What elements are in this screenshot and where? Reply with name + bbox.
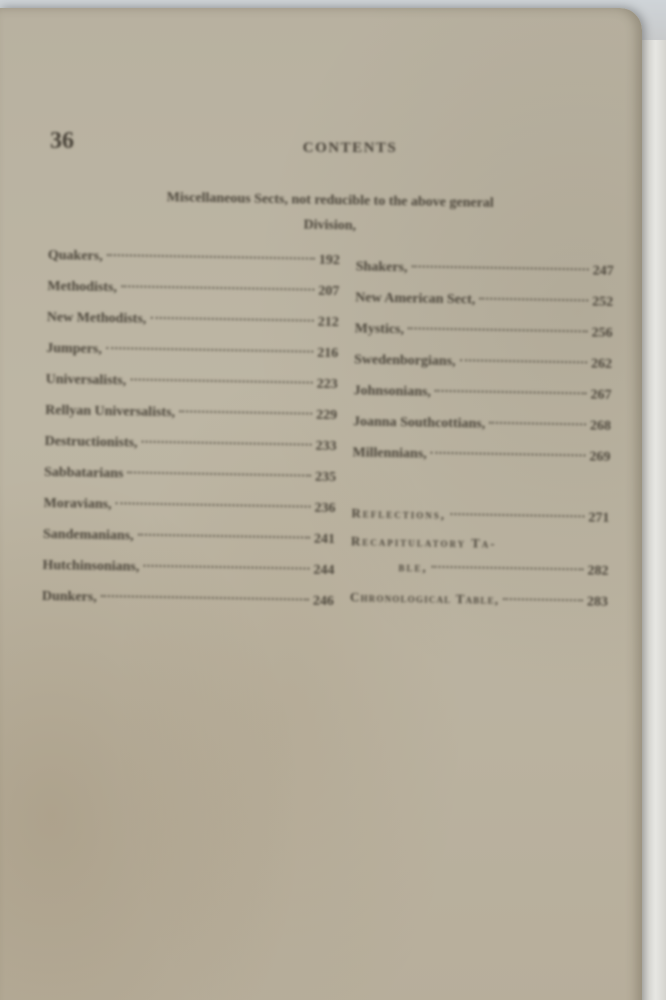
contents-entry — [351, 533, 609, 557]
contents-entry — [351, 505, 609, 529]
entry-title: Chronological Table, — [349, 589, 500, 607]
contents-entry — [48, 248, 340, 273]
contents-entry — [43, 496, 335, 521]
section-heading — [50, 183, 611, 243]
entry-page: 212 — [317, 314, 339, 331]
entry-title: Recapitulatory Ta- — [350, 533, 497, 551]
contents-entry — [354, 321, 612, 345]
contents-entry — [47, 310, 339, 335]
leader-dots — [432, 566, 584, 571]
entry-title: Quakers, — [47, 248, 103, 264]
leader-dots — [411, 265, 588, 270]
contents-entry — [45, 372, 337, 397]
contents-entry — [42, 558, 334, 583]
entry-title: Reflections, — [351, 505, 447, 522]
entry-title: Moravians, — [43, 495, 112, 513]
leader-dots — [489, 422, 586, 426]
leader-dots — [150, 317, 313, 322]
leader-dots — [479, 298, 588, 302]
contents-entry — [353, 383, 611, 407]
entry-page: 241 — [313, 531, 336, 548]
contents-entry — [47, 279, 339, 304]
leader-dots — [179, 410, 312, 414]
contents-entry — [355, 259, 613, 283]
contents-right-column — [349, 253, 614, 610]
contents-entry — [352, 445, 610, 469]
entry-page: 246 — [312, 593, 335, 610]
contents-entry — [44, 465, 336, 490]
running-head: CONTENTS — [302, 140, 398, 156]
leader-dots — [138, 534, 310, 539]
entry-page: 268 — [589, 418, 612, 434]
entry-page: 262 — [590, 356, 613, 372]
leader-dots — [121, 285, 314, 290]
entry-page: 233 — [315, 438, 337, 455]
entry-title: Johnsonians, — [353, 383, 432, 400]
leader-dots — [116, 502, 311, 507]
entry-title: Jumpers, — [46, 340, 102, 357]
section-heading-line: Miscellaneous Sects, not reducible to the above general — [166, 190, 494, 211]
entry-title: Universalists, — [45, 371, 127, 389]
entry-title: Sandemanians, — [42, 526, 134, 544]
entry-page: 247 — [592, 263, 614, 279]
entry-title: Destructionists, — [44, 433, 138, 451]
entry-title: Hutchinsonians, — [42, 557, 140, 575]
entry-page: 271 — [588, 510, 610, 526]
contents-entry — [46, 341, 338, 366]
entry-page: 235 — [314, 469, 337, 486]
entry-page: 256 — [591, 325, 613, 341]
leader-dots — [435, 390, 587, 395]
entry-page: 282 — [587, 563, 609, 579]
entry-title: Methodists, — [47, 278, 118, 296]
entry-title: New Methodists, — [46, 309, 147, 327]
entry-title: Shakers, — [355, 259, 408, 276]
entry-page: 216 — [317, 345, 339, 362]
contents-entry — [350, 558, 608, 582]
entry-title: Rellyan Universalists, — [45, 402, 176, 421]
contents-entry — [355, 290, 613, 314]
entry-title: New American Sect, — [355, 290, 476, 308]
leader-dots — [101, 595, 309, 601]
leader-dots — [460, 359, 587, 363]
leader-dots — [106, 347, 313, 353]
entry-page: 207 — [318, 283, 340, 300]
leader-dots — [130, 378, 313, 383]
entry-title: Millennians, — [352, 445, 427, 462]
entry-title: Joanna Southcottians, — [352, 414, 486, 432]
book-page — [0, 8, 642, 1000]
contents-left-column — [41, 248, 340, 610]
leader-dots — [143, 565, 309, 570]
entry-page: 236 — [314, 500, 336, 517]
leader-dots — [107, 254, 315, 260]
entry-title: Dunkers, — [41, 588, 97, 605]
entry-title: Sabbatarians — [43, 464, 124, 482]
page-number: 36 — [50, 128, 74, 154]
entry-page: 252 — [592, 294, 614, 310]
contents-entry — [354, 352, 612, 376]
entry-page: 283 — [586, 594, 609, 610]
leader-dots — [127, 471, 311, 476]
entry-title: ble, — [398, 559, 428, 575]
contents-table — [42, 248, 618, 628]
entry-page: 192 — [318, 252, 340, 269]
leader-dots — [450, 513, 584, 517]
contents-entry — [43, 527, 335, 552]
section-heading-line: Division, — [303, 217, 357, 234]
leader-dots — [142, 441, 312, 446]
contents-entry — [42, 589, 334, 614]
leader-dots — [503, 598, 583, 601]
entry-page: 223 — [316, 376, 338, 393]
leader-dots — [408, 327, 588, 332]
entry-page: 269 — [589, 449, 611, 465]
entry-page: 229 — [315, 407, 338, 424]
contents-entry — [45, 403, 337, 428]
entry-title: Swedenborgians, — [353, 352, 456, 370]
entry-page: 244 — [313, 562, 335, 579]
contents-entry — [353, 414, 611, 438]
contents-entry — [44, 434, 336, 459]
contents-entry — [350, 589, 608, 613]
entry-title: Mystics, — [354, 321, 405, 338]
leader-dots — [431, 452, 586, 457]
entry-page: 267 — [590, 387, 612, 403]
